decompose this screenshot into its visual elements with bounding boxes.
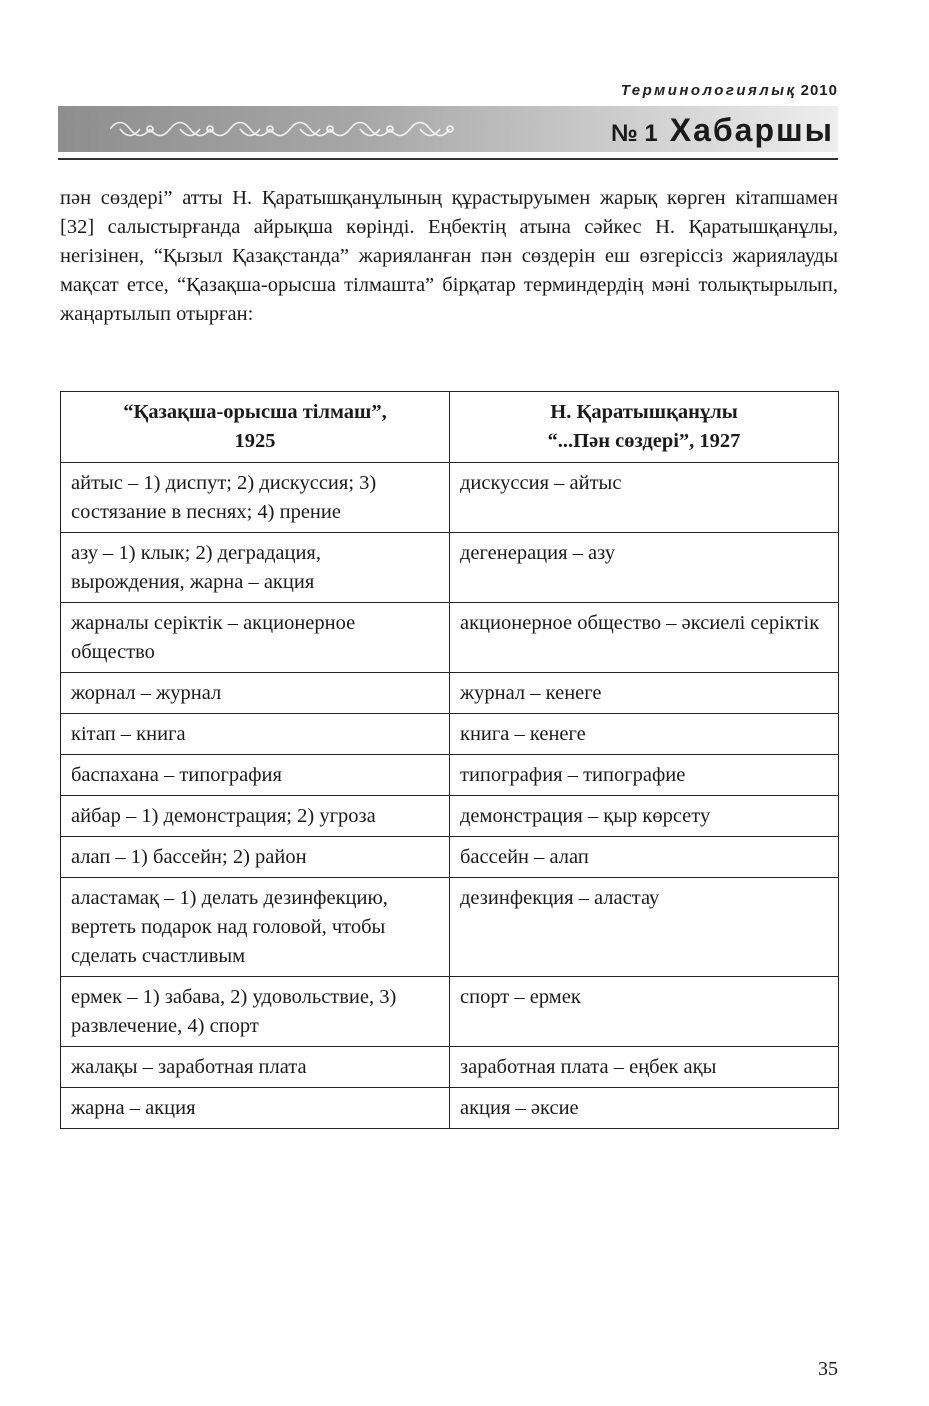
table-cell: айтыс – 1) диспут; 2) дискуссия; 3) состязание в песнях; 4) прение — [61, 463, 450, 533]
table-cell: акционерное общество – әксиелі серіктік — [450, 603, 839, 673]
table-row — [61, 837, 839, 878]
terms-comparison-table — [60, 391, 839, 1129]
table-cell: дискуссия – айтыс — [450, 463, 839, 533]
column-header-tilmash — [61, 392, 450, 463]
column-header-line: “Қазақша-орысша тілмаш”, — [123, 401, 387, 423]
issue-number: № 1 — [610, 120, 658, 147]
journal-year: 2010 — [800, 82, 838, 99]
table-cell: айбар – 1) демонстрация; 2) угроза — [61, 796, 450, 837]
journal-name-line — [621, 82, 838, 99]
table-cell: аластамақ – 1) делать дезинфекцию, вертеть подарок над головой, чтобы сделать счастливым — [61, 878, 450, 977]
table-row — [61, 1088, 839, 1129]
table-cell: заработная плата – еңбек ақы — [450, 1047, 839, 1088]
header-divider — [58, 158, 838, 160]
column-header-pan-sozderi — [450, 392, 839, 463]
table-cell: алап – 1) бассейн; 2) район — [61, 837, 450, 878]
table-cell: дегенерация – азу — [450, 533, 839, 603]
table-cell: бассейн – алап — [450, 837, 839, 878]
ornament-pattern-icon — [110, 114, 460, 144]
issue-title — [611, 112, 834, 149]
body-paragraph: пән сөздері” атты Н. Қаратышқанұлының құрастыруымен жарық көрген кітапшамен [32] салыстырғанда айрықша көрінді. Еңбектің атына сәйкес Н. Қаратышқанұлы, негізінен, “Қызыл Қазақстанда” жарияланған пән сөздерін еш өзгеріссіз жариялауды мақсат етсе, “Қазақша-орысша тілмашта” бірқатар терминдердің мәні толықтырылып, жаңартылып отырған: — [60, 187, 838, 325]
table-cell: журнал – кенеге — [450, 673, 839, 714]
table-row — [61, 673, 839, 714]
table-row — [61, 714, 839, 755]
table-cell: книга – кенеге — [450, 714, 839, 755]
table-cell: акция – әксие — [450, 1088, 839, 1129]
table-row — [61, 878, 839, 977]
journal-header — [58, 82, 838, 172]
table-cell: дезинфекция – аластау — [450, 878, 839, 977]
table-cell: жарналы серіктік – акционерное общество — [61, 603, 450, 673]
table-cell: жарна – акция — [61, 1088, 450, 1129]
table-row — [61, 603, 839, 673]
page-number: 35 — [818, 1358, 838, 1380]
table-row — [61, 755, 839, 796]
column-header-line: 1925 — [234, 430, 276, 452]
table-cell: баспахана – типография — [61, 755, 450, 796]
column-header-line: Н. Қаратышқанұлы — [550, 401, 738, 423]
journal-title: Хабаршы — [669, 112, 834, 148]
column-header-line: “...Пән сөздері”, 1927 — [547, 430, 741, 452]
table-cell: жорнал – журнал — [61, 673, 450, 714]
table-cell: кітап – книга — [61, 714, 450, 755]
table-row — [61, 1047, 839, 1088]
table-cell: демонстрация – қыр көрсету — [450, 796, 839, 837]
table-row — [61, 977, 839, 1047]
journal-name: Терминологиялық — [620, 82, 797, 99]
table-cell: азу – 1) клык; 2) деградация, вырождения, жарна – акция — [61, 533, 450, 603]
table-cell: спорт – ермек — [450, 977, 839, 1047]
table-row — [61, 533, 839, 603]
table-cell: жалақы – заработная плата — [61, 1047, 450, 1088]
table-row — [61, 463, 839, 533]
table-header-row — [61, 392, 839, 463]
table-cell: ермек – 1) забава, 2) удовольствие, 3) развлечение, 4) спорт — [61, 977, 450, 1047]
table-cell: типография – типографие — [450, 755, 839, 796]
table-row — [61, 796, 839, 837]
